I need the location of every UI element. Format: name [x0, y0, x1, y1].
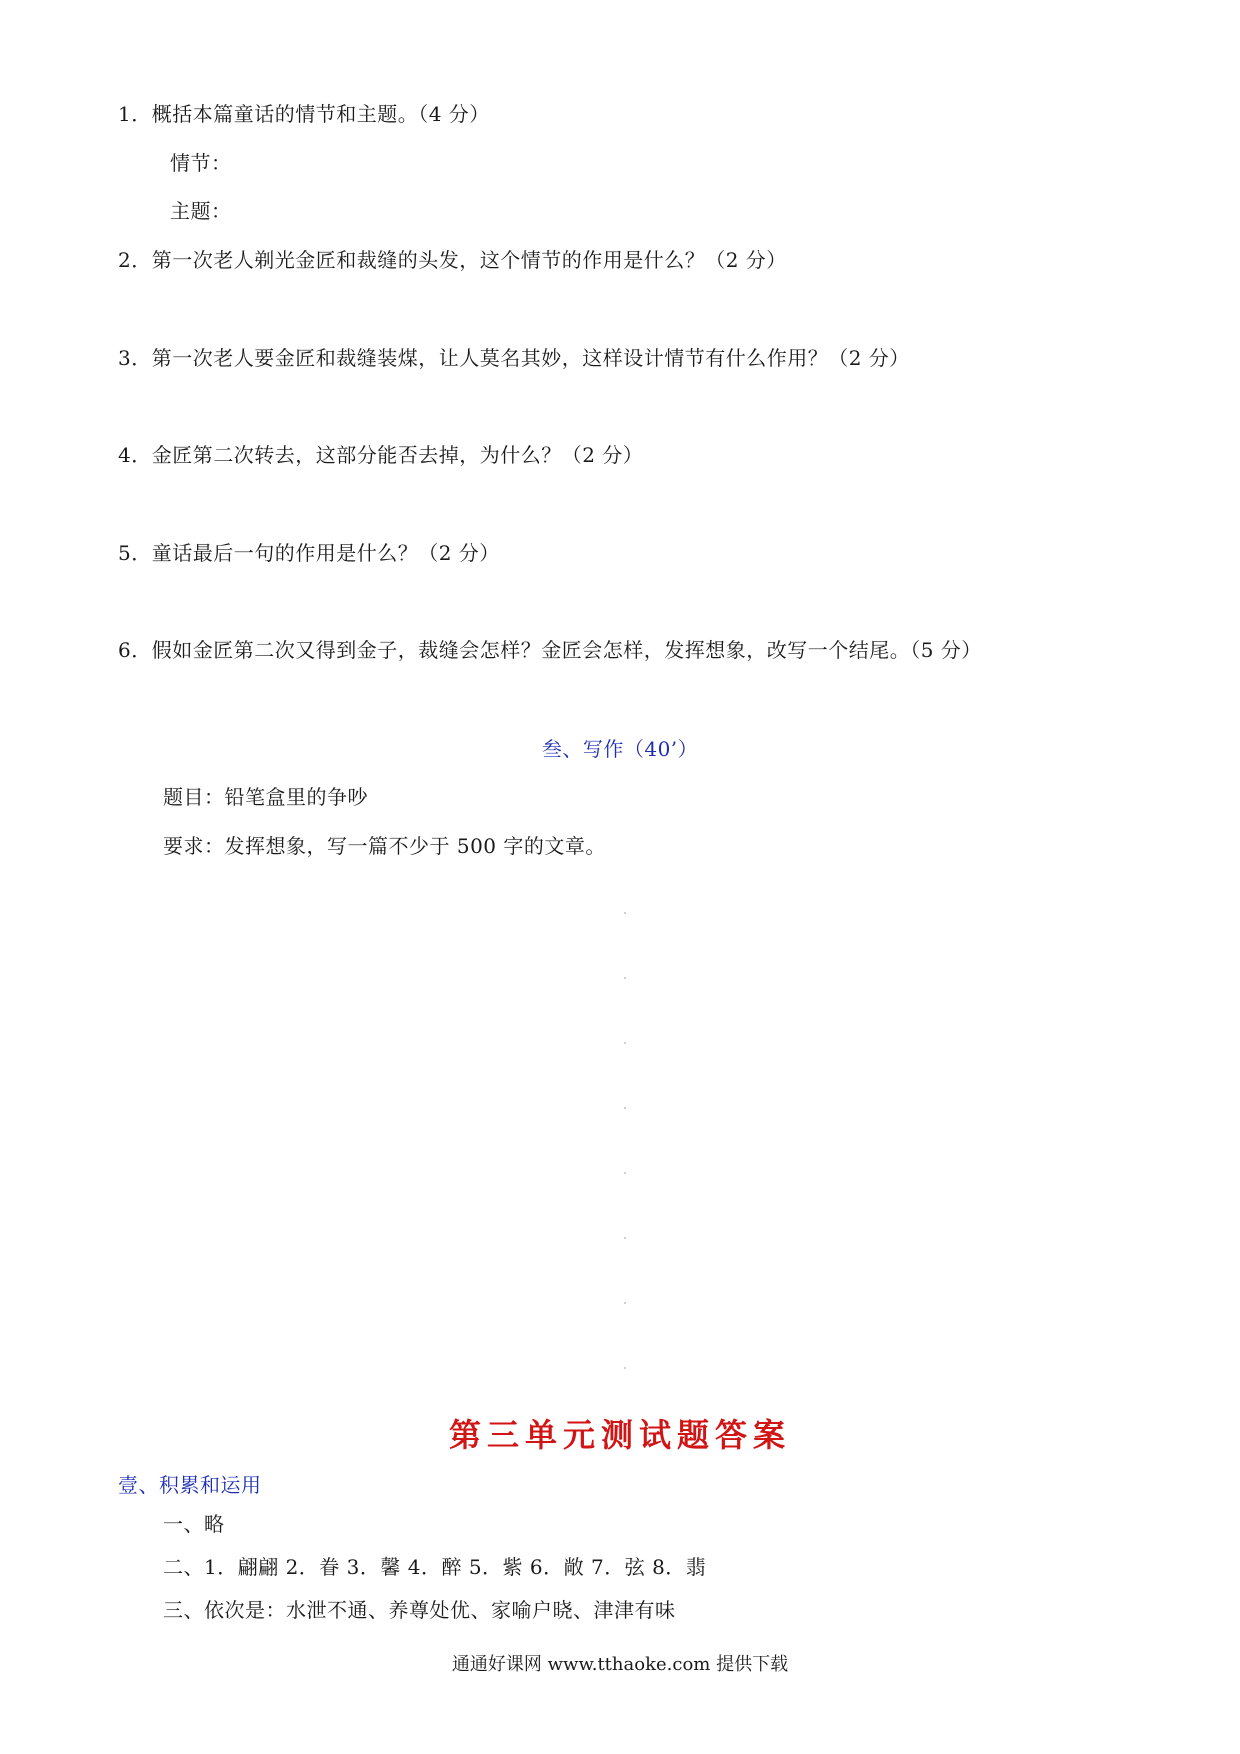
- question-4: 4．金匠第二次转去，这部分能否去掉，为什么？（2 分）: [118, 443, 644, 467]
- question-1-theme-label: 主题：: [170, 199, 232, 223]
- question-1-plot-label: 情节：: [170, 151, 232, 175]
- question-6: 6．假如金匠第二次又得到金子，裁缝会怎样？金匠会怎样，发挥想象，改写一个结尾。（5 分）: [118, 638, 982, 662]
- answer-item-2: 二、1．翩翩 2．眷 3．馨 4．醉 5．紫 6．敞 7．弦 8．翡: [163, 1555, 707, 1579]
- answer-item-3: 三、依次是：水泄不通、养尊处优、家喻户晓、津津有味: [163, 1598, 676, 1622]
- answers-section-heading: 壹、积累和运用: [118, 1473, 262, 1497]
- writing-heading: 叁、写作（40’）: [541, 737, 699, 761]
- question-2: 2．第一次老人剃光金匠和裁缝的头发，这个情节的作用是什么？（2 分）: [118, 248, 787, 272]
- writing-requirement: 要求：发挥想象，写一篇不少于 500 字的文章。: [163, 834, 606, 858]
- blank-area-mark: [624, 1107, 626, 1109]
- question-3: 3．第一次老人要金匠和裁缝装煤，让人莫名其妙，这样设计情节有什么作用？（2 分）: [118, 346, 910, 370]
- blank-area-mark: [624, 977, 626, 979]
- blank-area-mark: [624, 1172, 626, 1174]
- blank-area-mark: [624, 1237, 626, 1239]
- blank-area-mark: [624, 912, 626, 914]
- question-5: 5．童话最后一句的作用是什么？（2 分）: [118, 541, 500, 565]
- writing-topic: 题目：铅笔盒里的争吵: [163, 785, 368, 809]
- question-1: 1．概括本篇童话的情节和主题。（4 分）: [118, 102, 490, 126]
- blank-area-mark: [624, 1302, 626, 1304]
- blank-area-mark: [624, 1367, 626, 1369]
- page-footer: 通通好课网 www.tthaoke.com 提供下载: [451, 1654, 789, 1675]
- answer-item-1: 一、略: [163, 1512, 225, 1536]
- blank-area-mark: [624, 1042, 626, 1044]
- answers-title: 第三单元测试题答案: [448, 1416, 791, 1454]
